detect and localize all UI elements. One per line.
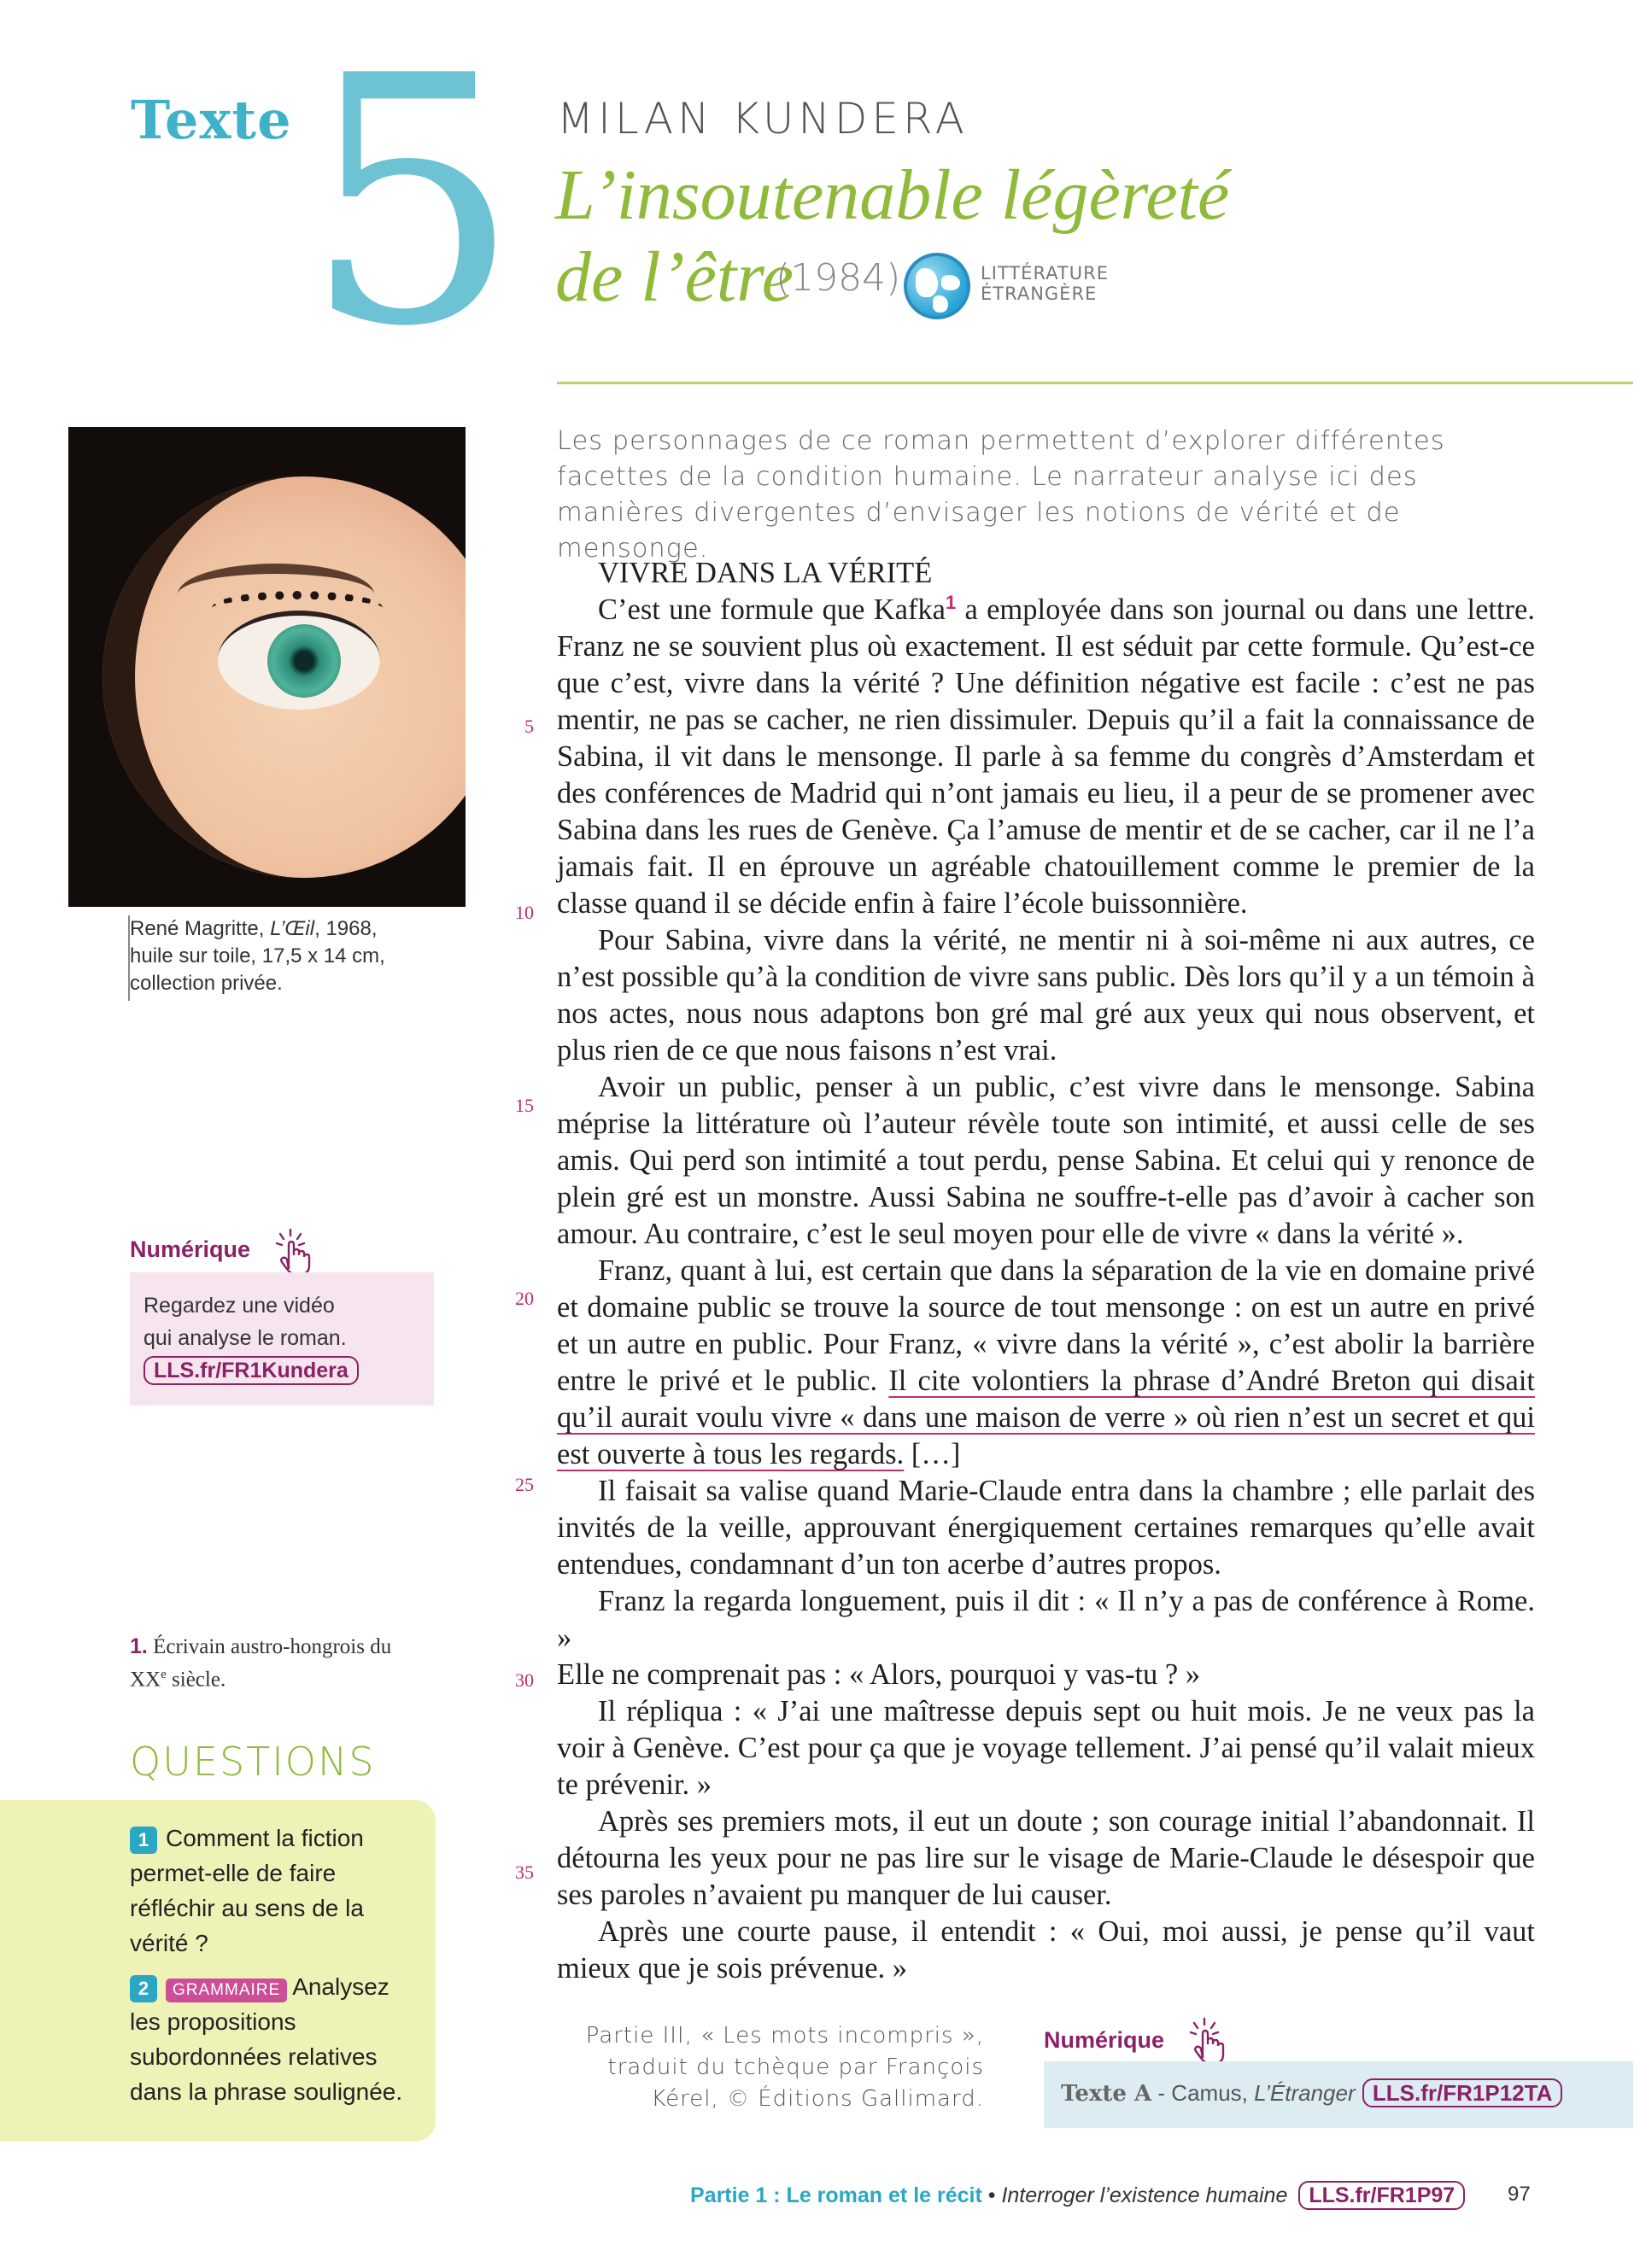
underlined-sentence: Il cite volontiers la phrase d’André Breton qui disait qu’il aurait voulu vivre « dans une maison de verre » où rien n’est un secret et qui est ouverte à tous les regards. [557, 1365, 1536, 1470]
footnote [130, 1633, 437, 1693]
excerpt-text [557, 555, 1535, 1987]
texte-a-link[interactable]: LLS.fr/FR1P12TA [1362, 2078, 1562, 2107]
footnote-number: 1. [130, 1634, 148, 1658]
painting-caption [130, 915, 420, 997]
paragraph-2: Pour Sabina, vivre dans la vérité, ne mentir ni à soi-même ni aux autres, ce n’est possible qu’à la condition de vivre sans public. Dès lors qu’il y a un témoin à nos actes, nous nous adaptons bon gré mal gré aux yeux qui nous observent, et plus rien de ce que nous faisons n’est vrai. [557, 924, 1535, 1067]
numerique-video-text [144, 1289, 359, 1387]
paragraph-10: Après une courte pause, il entendit : « Oui, moi aussi, je pense qu’il vaut mieux que je sois prévenue. » [557, 1915, 1535, 1984]
grammaire-tag: GRAMMAIRE [166, 1979, 287, 2002]
line-number: 35 [515, 1862, 534, 1883]
questions-title: QUESTIONS [130, 1739, 376, 1785]
caption-medium: huile sur toile, 17,5 x 14 cm, [130, 944, 385, 967]
source-line1: Partie III, « Les mots incompris », [585, 2023, 984, 2049]
question-1-text: Comment la fiction permet-elle de faire réfléchir au sens de la vérité ? [130, 1825, 364, 1956]
category-line2: ÉTRANGÈRE [981, 284, 1098, 304]
question-2-text: Analysez les propositions subordonnées relatives dans la phrase soulignée. [130, 1973, 403, 2105]
footer-link[interactable]: LLS.fr/FR1P97 [1298, 2181, 1465, 2210]
texte-number: 5 [303, 4, 521, 401]
footer-separator: • [981, 2183, 1002, 2207]
line-number: 20 [515, 1288, 534, 1309]
intro-paragraph: Les personnages de ce roman permettent d’explorer différentes facettes de la condition humaine. Le narrateur analyse ici des manières divergentes d’envisager les notions de vérité et de mensonge. [557, 426, 1445, 564]
numerique-label-2: Numérique [1044, 2027, 1165, 2053]
footer-part: Partie 1 : Le roman et le récit [690, 2183, 982, 2207]
pointer-hand-icon [270, 1226, 321, 1277]
texte-label: Texte [131, 89, 292, 151]
question-2 [130, 1969, 420, 2109]
line-number: 25 [515, 1474, 534, 1495]
category-line1: LITTÉRATURE [981, 263, 1109, 284]
numerique-line1: Regardez une vidéo [144, 1294, 335, 1318]
question-2-number: 2 [130, 1975, 157, 2002]
texte-a-label: Texte A [1061, 2081, 1152, 2107]
line-number: 10 [515, 902, 534, 923]
header-divider [557, 382, 1633, 384]
caption-title: L’Œil [270, 917, 315, 940]
excerpt-heading: VIVRE DANS LA VÉRITÉ [598, 557, 933, 589]
line-number: 5 [524, 716, 534, 737]
texte-a-title: L’Étranger [1254, 2080, 1356, 2106]
paragraph-4 [557, 1253, 1535, 1473]
line-number: 15 [515, 1095, 534, 1116]
question-1-number: 1 [130, 1827, 157, 1854]
page-footer [690, 2181, 1465, 2210]
category-label [981, 263, 1109, 304]
numerique-label: Numérique [130, 1236, 251, 1262]
footer-theme: Interroger l’existence humaine [1001, 2183, 1288, 2207]
source-citation [547, 2020, 984, 2115]
paragraph-9: Après ses premiers mots, il eut un doute ; son courage initial l’abandonnait. Il détourna les yeux pour ne pas lire sur le visage de Marie-Claude le désespoir que ses paroles n’avaient pu manquer de lui causer. [557, 1805, 1535, 1911]
author-name: MILAN KUNDERA [557, 94, 969, 143]
paragraph-3: Avoir un public, penser à un public, c’est vivre dans le mensonge. Sabina méprise la littérature où l’auteur révèle toute son intimité, et aussi celle de ses amis. Qui perd son intimité a tout perdu, pense Sabina. Et celui qui y renonce de plein gré est un monstre. Aussi Sabina ne souffre-t-elle pas d’avoir à cacher son amour. Au contraire, c’est le seul moyen pour elle de vivre « dans la vérité ». [557, 1071, 1535, 1250]
ellipsis-mark: […] [904, 1438, 961, 1470]
pointer-hand-icon [1184, 2015, 1235, 2066]
paragraph-1-rest: a employée dans son journal ou dans une lettre. Franz ne se souvient plus où exactement. Il est séduit par cette formule. Qu’est-ce que c’est, vivre dans la vérité ? Une définition négative est facile : c’est ne pas mentir, ne pas se cacher, ne rien dissimuler. Depuis qu’il a fait la connaissance de Sabina, il vit dans le mensonge. Il parle à sa femme du congrès d’Amsterdam et des conférences de Madrid qui n’ont jamais eu lieu, il a peur de se promener avec Sabina dans les rues de Genève. Ça l’amuse de mentir et de se cacher, car il ne l’a jamais fait. Il en éprouve un agréable chatouillement comme le premier de la classe quand il se décide enfin à faire l’école buissonnière. [557, 593, 1535, 920]
paragraph-1 [557, 592, 1535, 922]
paragraph-7: Elle ne comprenait pas : « Alors, pourquoi y vas-tu ? » [557, 1658, 1201, 1691]
caption-collection: collection privée. [130, 972, 283, 995]
book-title-line2: de l’être [555, 237, 794, 317]
paragraph-8: Il répliqua : « J’ai une maîtresse depuis sept ou huit mois. Je ne veux pas la voir à Genève. C’est pour ça que je voyage tellement. J’ai pensé qu’il valait mieux te prévenir. » [557, 1695, 1535, 1801]
numerique-line2: qui analyse le roman. [144, 1326, 347, 1350]
numerique-texte-a [1061, 2078, 1562, 2107]
footnote-text: Écrivain austro-hongrois du [147, 1635, 392, 1658]
caption-year: , 1968, [314, 917, 378, 940]
footnote-ref[interactable]: 1 [946, 592, 957, 613]
paragraph-4-start: Franz, quant à lui, est certain que dans la séparation de la vie en domaine privé et domaine public se trouve la source de tout mensonge : on est un autre en privé et un autre en public. Pour Franz, « vivre dans la vérité », c’est abolir la barrière entre le privé et le public. [557, 1254, 1535, 1397]
footnote-text-end: siècle. [166, 1668, 226, 1692]
paragraph-6: Franz la regarda longuement, puis il dit : « Il n’y a pas de conférence à Rome. » [557, 1585, 1535, 1654]
paragraph-5: Il faisait sa valise quand Marie-Claude entra dans la chambre ; elle parlait des invités de la veille, approuvant énergiquement certaines remarques qu’elle avait entendues, condamnant d’un ton acerbe d’autres propos. [557, 1475, 1535, 1581]
texte-a-author: - Camus, [1151, 2080, 1255, 2106]
line-number: 30 [515, 1669, 534, 1691]
footnote-century: XX [130, 1668, 161, 1692]
page-number: 97 [1508, 2183, 1531, 2206]
source-line2: traduit du tchèque par François [607, 2055, 984, 2080]
questions-list [130, 1821, 420, 2109]
globe-icon [904, 253, 970, 319]
source-line3: Kérel, © Éditions Gallimard. [651, 2086, 984, 2112]
book-year: (1984) [776, 256, 901, 300]
book-title-line1: L’insoutenable légèreté [555, 155, 1230, 235]
footnote-century-sup: e [161, 1668, 167, 1681]
video-link[interactable]: LLS.fr/FR1Kundera [144, 1356, 359, 1385]
caption-artist: René Magritte, [130, 917, 271, 940]
magritte-eye-painting [68, 427, 466, 907]
paragraph-1-start: C’est une formule que Kafka [598, 593, 946, 626]
question-1 [130, 1821, 420, 1961]
